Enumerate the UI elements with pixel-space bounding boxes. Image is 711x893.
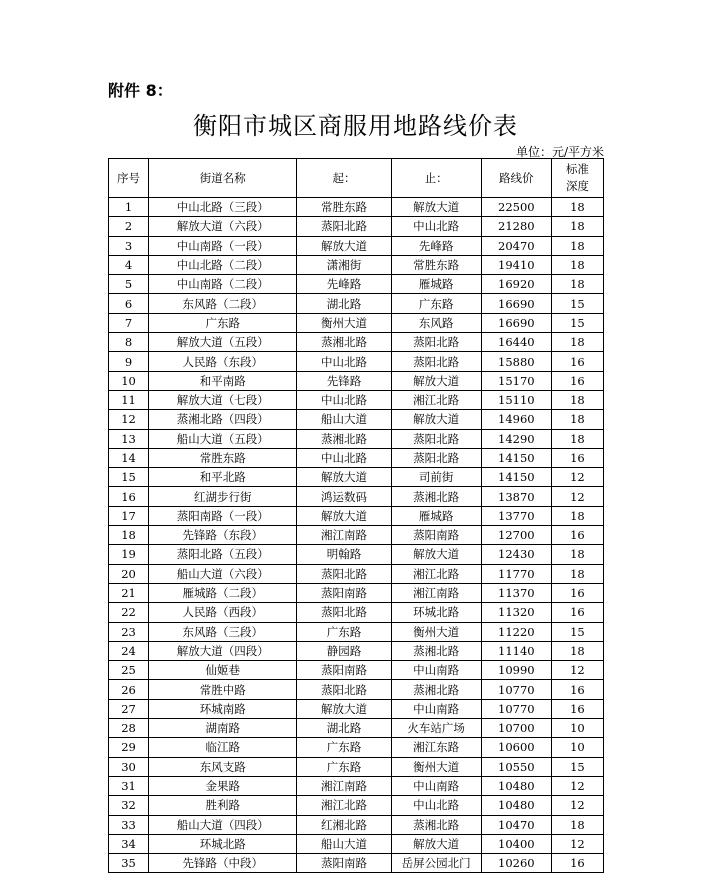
cell-street: 先锋路（东段） <box>149 526 297 545</box>
cell-street: 金果路 <box>149 776 297 795</box>
table-row <box>109 738 604 757</box>
cell-depth: 12 <box>551 776 603 795</box>
table-row <box>109 294 604 313</box>
cell-start: 潇湘街 <box>297 255 391 274</box>
cell-street: 中山南路（一段） <box>149 236 297 255</box>
cell-end: 蒸湘北路 <box>391 641 481 660</box>
cell-start: 蒸阳北路 <box>297 217 391 236</box>
cell-end: 湘江南路 <box>391 583 481 602</box>
cell-street: 环城北路 <box>149 834 297 853</box>
table-row <box>109 661 604 680</box>
table-row <box>109 815 604 834</box>
cell-street: 船山大道（四段） <box>149 815 297 834</box>
table-row <box>109 834 604 853</box>
cell-price: 14150 <box>481 448 551 467</box>
table-row <box>109 333 604 352</box>
cell-street: 和平北路 <box>149 468 297 487</box>
cell-price: 10470 <box>481 815 551 834</box>
cell-index: 5 <box>109 275 149 294</box>
cell-start: 湖北路 <box>297 294 391 313</box>
cell-index: 1 <box>109 198 149 217</box>
cell-end: 中山北路 <box>391 796 481 815</box>
cell-price: 16920 <box>481 275 551 294</box>
table-row <box>109 236 604 255</box>
cell-start: 明翰路 <box>297 545 391 564</box>
cell-end: 中山南路 <box>391 661 481 680</box>
cell-street: 中山北路（三段） <box>149 198 297 217</box>
cell-price: 10700 <box>481 719 551 738</box>
cell-street: 先锋路（中段） <box>149 854 297 873</box>
table-row <box>109 487 604 506</box>
cell-price: 14150 <box>481 468 551 487</box>
cell-depth: 18 <box>551 506 603 525</box>
cell-street: 解放大道（五段） <box>149 333 297 352</box>
cell-index: 31 <box>109 776 149 795</box>
cell-depth: 18 <box>551 429 603 448</box>
cell-depth: 18 <box>551 815 603 834</box>
cell-start: 中山北路 <box>297 390 391 409</box>
cell-price: 16690 <box>481 294 551 313</box>
cell-end: 蒸阳北路 <box>391 352 481 371</box>
cell-start: 广东路 <box>297 757 391 776</box>
cell-end: 火车站广场 <box>391 719 481 738</box>
cell-index: 32 <box>109 796 149 815</box>
cell-index: 3 <box>109 236 149 255</box>
cell-street: 解放大道（六段） <box>149 217 297 236</box>
cell-index: 24 <box>109 641 149 660</box>
cell-depth: 12 <box>551 796 603 815</box>
cell-depth: 18 <box>551 217 603 236</box>
table-row <box>109 796 604 815</box>
unit-label: 单位：元/平方米 <box>515 145 604 159</box>
table-row <box>109 313 604 332</box>
table-row <box>109 603 604 622</box>
cell-end: 湘江北路 <box>391 390 481 409</box>
cell-street: 蒸湘北路（四段） <box>149 410 297 429</box>
cell-depth: 16 <box>551 448 603 467</box>
table-row <box>109 506 604 525</box>
cell-index: 12 <box>109 410 149 429</box>
table-row <box>109 719 604 738</box>
cell-price: 10600 <box>481 738 551 757</box>
cell-depth: 10 <box>551 738 603 757</box>
cell-street: 和平南路 <box>149 371 297 390</box>
cell-index: 17 <box>109 506 149 525</box>
cell-depth: 16 <box>551 854 603 873</box>
cell-street: 解放大道（四段） <box>149 641 297 660</box>
cell-end: 蒸阳南路 <box>391 526 481 545</box>
cell-depth: 18 <box>551 255 603 274</box>
attachment-label: 附件 8： <box>108 81 173 100</box>
cell-end: 解放大道 <box>391 545 481 564</box>
table-row <box>109 583 604 602</box>
cell-street: 蒸阳南路（一段） <box>149 506 297 525</box>
cell-end: 司前街 <box>391 468 481 487</box>
cell-end: 蒸阳北路 <box>391 448 481 467</box>
table-row <box>109 448 604 467</box>
cell-depth: 16 <box>551 371 603 390</box>
header-end: 止： <box>391 159 481 198</box>
cell-end: 雁城路 <box>391 506 481 525</box>
cell-end: 广东路 <box>391 294 481 313</box>
table-row <box>109 352 604 371</box>
table-row <box>109 564 604 583</box>
cell-end: 蒸阳北路 <box>391 429 481 448</box>
table-row <box>109 757 604 776</box>
cell-index: 18 <box>109 526 149 545</box>
cell-price: 12700 <box>481 526 551 545</box>
cell-start: 湖北路 <box>297 719 391 738</box>
cell-price: 16440 <box>481 333 551 352</box>
table-row <box>109 680 604 699</box>
cell-street: 人民路（东段） <box>149 352 297 371</box>
cell-price: 11220 <box>481 622 551 641</box>
cell-index: 8 <box>109 333 149 352</box>
cell-index: 29 <box>109 738 149 757</box>
cell-index: 25 <box>109 661 149 680</box>
cell-price: 11140 <box>481 641 551 660</box>
table-row <box>109 854 604 873</box>
cell-depth: 18 <box>551 236 603 255</box>
table-row <box>109 255 604 274</box>
cell-start: 船山大道 <box>297 834 391 853</box>
table-row <box>109 622 604 641</box>
header-index: 序号 <box>109 159 149 198</box>
cell-index: 9 <box>109 352 149 371</box>
cell-start: 解放大道 <box>297 468 391 487</box>
cell-street: 中山南路（二段） <box>149 275 297 294</box>
cell-end: 湘江北路 <box>391 564 481 583</box>
cell-start: 解放大道 <box>297 236 391 255</box>
cell-price: 10990 <box>481 661 551 680</box>
cell-start: 蒸阳南路 <box>297 661 391 680</box>
cell-start: 湘江南路 <box>297 526 391 545</box>
table-row <box>109 641 604 660</box>
cell-end: 蒸阳北路 <box>391 333 481 352</box>
cell-start: 船山大道 <box>297 410 391 429</box>
cell-start: 蒸阳南路 <box>297 854 391 873</box>
cell-price: 15110 <box>481 390 551 409</box>
cell-depth: 16 <box>551 699 603 718</box>
cell-start: 先锋路 <box>297 371 391 390</box>
cell-end: 解放大道 <box>391 410 481 429</box>
cell-depth: 16 <box>551 603 603 622</box>
cell-street: 人民路（西段） <box>149 603 297 622</box>
cell-street: 雁城路（二段） <box>149 583 297 602</box>
table-row <box>109 468 604 487</box>
cell-end: 衡州大道 <box>391 622 481 641</box>
cell-end: 先峰路 <box>391 236 481 255</box>
cell-start: 中山北路 <box>297 448 391 467</box>
cell-start: 静园路 <box>297 641 391 660</box>
cell-price: 11770 <box>481 564 551 583</box>
document-title: 衡阳市城区商服用地路线价表 <box>193 112 518 140</box>
cell-price: 11320 <box>481 603 551 622</box>
cell-end: 解放大道 <box>391 371 481 390</box>
cell-depth: 12 <box>551 834 603 853</box>
table-header-row <box>109 159 604 198</box>
cell-depth: 12 <box>551 487 603 506</box>
table-row <box>109 545 604 564</box>
cell-index: 35 <box>109 854 149 873</box>
cell-price: 10260 <box>481 854 551 873</box>
cell-depth: 18 <box>551 641 603 660</box>
cell-street: 东风路（二段） <box>149 294 297 313</box>
cell-start: 中山北路 <box>297 352 391 371</box>
header-depth-line2: 深度 <box>565 179 589 193</box>
cell-street: 湖南路 <box>149 719 297 738</box>
cell-end: 环城北路 <box>391 603 481 622</box>
cell-start: 广东路 <box>297 738 391 757</box>
header-street: 街道名称 <box>149 159 297 198</box>
cell-depth: 15 <box>551 313 603 332</box>
table-row <box>109 198 604 217</box>
table-row <box>109 390 604 409</box>
cell-street: 仙姬巷 <box>149 661 297 680</box>
cell-price: 15880 <box>481 352 551 371</box>
cell-price: 10550 <box>481 757 551 776</box>
cell-price: 10770 <box>481 680 551 699</box>
table-row <box>109 275 604 294</box>
cell-index: 34 <box>109 834 149 853</box>
cell-index: 19 <box>109 545 149 564</box>
cell-depth: 18 <box>551 275 603 294</box>
cell-start: 蒸阳北路 <box>297 680 391 699</box>
cell-index: 28 <box>109 719 149 738</box>
cell-price: 13770 <box>481 506 551 525</box>
cell-street: 东风支路 <box>149 757 297 776</box>
cell-price: 20470 <box>481 236 551 255</box>
header-start: 起： <box>297 159 391 198</box>
cell-start: 解放大道 <box>297 699 391 718</box>
cell-depth: 15 <box>551 622 603 641</box>
cell-depth: 15 <box>551 294 603 313</box>
cell-depth: 16 <box>551 526 603 545</box>
cell-index: 2 <box>109 217 149 236</box>
cell-street: 船山大道（六段） <box>149 564 297 583</box>
cell-depth: 18 <box>551 198 603 217</box>
cell-end: 中山南路 <box>391 699 481 718</box>
cell-end: 岳屏公园北门 <box>391 854 481 873</box>
cell-index: 13 <box>109 429 149 448</box>
cell-end: 常胜东路 <box>391 255 481 274</box>
cell-price: 13870 <box>481 487 551 506</box>
cell-street: 解放大道（七段） <box>149 390 297 409</box>
cell-price: 21280 <box>481 217 551 236</box>
cell-start: 蒸湘北路 <box>297 429 391 448</box>
cell-start: 湘江南路 <box>297 776 391 795</box>
cell-depth: 10 <box>551 719 603 738</box>
table-row <box>109 429 604 448</box>
cell-start: 解放大道 <box>297 506 391 525</box>
table-row <box>109 699 604 718</box>
cell-start: 蒸湘北路 <box>297 333 391 352</box>
cell-street: 蒸阳北路（五段） <box>149 545 297 564</box>
cell-index: 16 <box>109 487 149 506</box>
cell-street: 东风路（三段） <box>149 622 297 641</box>
cell-depth: 12 <box>551 661 603 680</box>
price-table <box>108 158 604 873</box>
header-depth <box>551 159 603 198</box>
cell-end: 解放大道 <box>391 198 481 217</box>
cell-end: 中山北路 <box>391 217 481 236</box>
table-row <box>109 217 604 236</box>
table-row <box>109 371 604 390</box>
cell-index: 20 <box>109 564 149 583</box>
cell-depth: 12 <box>551 468 603 487</box>
header-price: 路线价 <box>481 159 551 198</box>
cell-end: 雁城路 <box>391 275 481 294</box>
table-body <box>109 198 604 873</box>
cell-start: 衡州大道 <box>297 313 391 332</box>
cell-start: 蒸阳南路 <box>297 583 391 602</box>
cell-depth: 16 <box>551 680 603 699</box>
cell-depth: 16 <box>551 352 603 371</box>
cell-index: 14 <box>109 448 149 467</box>
table-row <box>109 410 604 429</box>
table-row <box>109 526 604 545</box>
cell-index: 22 <box>109 603 149 622</box>
cell-end: 湘江东路 <box>391 738 481 757</box>
cell-street: 船山大道（五段） <box>149 429 297 448</box>
cell-index: 10 <box>109 371 149 390</box>
cell-start: 广东路 <box>297 622 391 641</box>
cell-depth: 16 <box>551 583 603 602</box>
cell-street: 临江路 <box>149 738 297 757</box>
cell-start: 常胜东路 <box>297 198 391 217</box>
header-depth-line1: 标准 <box>565 162 589 176</box>
cell-street: 环城南路 <box>149 699 297 718</box>
cell-price: 10770 <box>481 699 551 718</box>
cell-index: 23 <box>109 622 149 641</box>
cell-index: 26 <box>109 680 149 699</box>
cell-depth: 18 <box>551 390 603 409</box>
cell-end: 蒸湘北路 <box>391 680 481 699</box>
cell-street: 常胜东路 <box>149 448 297 467</box>
cell-end: 东风路 <box>391 313 481 332</box>
cell-price: 11370 <box>481 583 551 602</box>
cell-price: 10480 <box>481 776 551 795</box>
cell-street: 胜利路 <box>149 796 297 815</box>
cell-price: 12430 <box>481 545 551 564</box>
cell-index: 30 <box>109 757 149 776</box>
cell-street: 常胜中路 <box>149 680 297 699</box>
cell-start: 红湘北路 <box>297 815 391 834</box>
table-row <box>109 776 604 795</box>
cell-start: 先峰路 <box>297 275 391 294</box>
cell-index: 21 <box>109 583 149 602</box>
cell-depth: 18 <box>551 564 603 583</box>
cell-index: 6 <box>109 294 149 313</box>
cell-index: 27 <box>109 699 149 718</box>
cell-price: 16690 <box>481 313 551 332</box>
cell-index: 7 <box>109 313 149 332</box>
cell-end: 蒸湘北路 <box>391 815 481 834</box>
cell-street: 中山北路（二段） <box>149 255 297 274</box>
cell-start: 蒸阳北路 <box>297 603 391 622</box>
cell-end: 衡州大道 <box>391 757 481 776</box>
cell-street: 红湖步行街 <box>149 487 297 506</box>
cell-price: 14290 <box>481 429 551 448</box>
cell-start: 蒸阳北路 <box>297 564 391 583</box>
cell-index: 33 <box>109 815 149 834</box>
cell-depth: 18 <box>551 410 603 429</box>
cell-start: 湘江北路 <box>297 796 391 815</box>
cell-depth: 18 <box>551 545 603 564</box>
cell-price: 10400 <box>481 834 551 853</box>
cell-depth: 15 <box>551 757 603 776</box>
cell-end: 中山南路 <box>391 776 481 795</box>
cell-price: 22500 <box>481 198 551 217</box>
cell-start: 鸿运数码 <box>297 487 391 506</box>
cell-end: 蒸湘北路 <box>391 487 481 506</box>
cell-index: 11 <box>109 390 149 409</box>
cell-price: 10480 <box>481 796 551 815</box>
cell-depth: 18 <box>551 333 603 352</box>
cell-street: 广东路 <box>149 313 297 332</box>
cell-index: 4 <box>109 255 149 274</box>
cell-index: 15 <box>109 468 149 487</box>
cell-price: 19410 <box>481 255 551 274</box>
cell-price: 14960 <box>481 410 551 429</box>
cell-end: 解放大道 <box>391 834 481 853</box>
cell-price: 15170 <box>481 371 551 390</box>
